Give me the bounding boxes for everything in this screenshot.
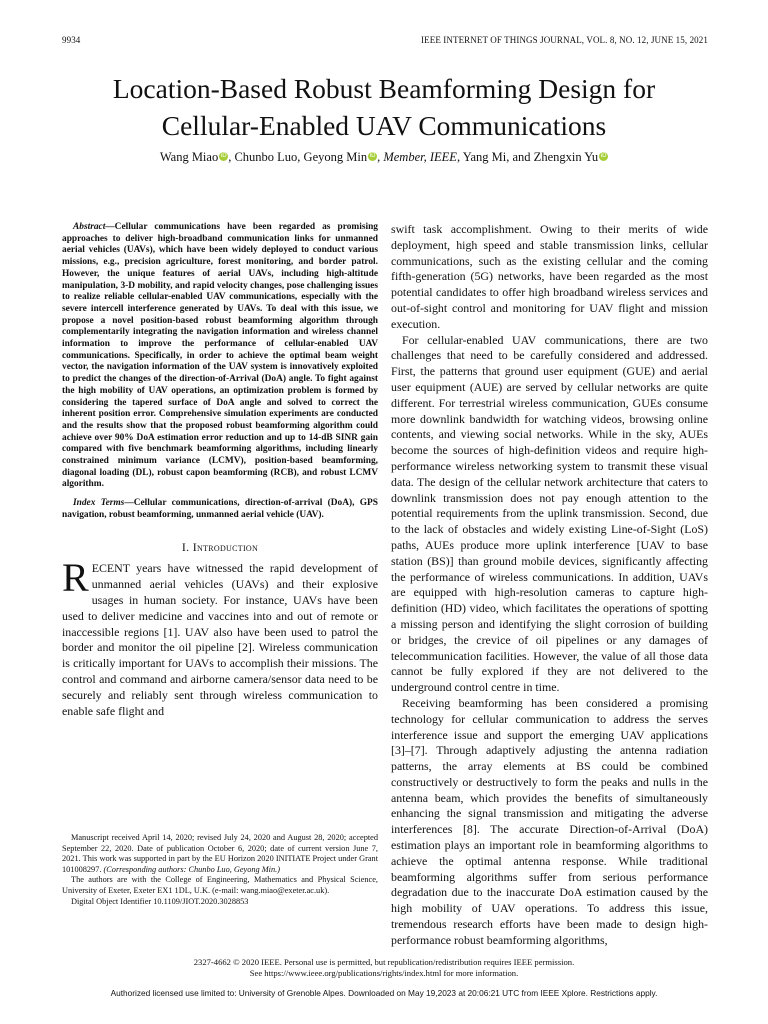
footnote (62, 833, 378, 907)
title-line-2: Cellular-Enabled UAV Communications (161, 110, 607, 141)
body-paragraph: For cellular-enabled UAV communications, there are two challenges that need to be carefully considered and addressed. First, the patterns that ground user equipment (GUE) and aerial user equipment (AUE) are served by cellular networks are quite different. For terrestrial wireless communication, GUEs consume more downlink bandwidth for watching videos, browsing online contents, and viewing social networks. While in the sky, AUEs become the sources of high-definition videos and require high-performance wireless networking system to transmit these visual data. The design of the cellular network architecture that caters to downlink transmission does not pay enough attention to the potential requirements from the uplink transmission. Second, due to the lack of obstacles and widely existing Line-of-Sight (LoS) paths, AUEs produce more uplink interference [UAV to base station (BS)] than ground mobile devices, significantly affecting the performance of wireless communications. In addition, UAVs are equipped with high-resolution cameras to capture high-definition (HD) video, which facilitates the operations of spotting a missing person and identifying the slight corrosion of building or bridges, the crevice of oil pipelines or any damages of telecommunication facilities. However, the value of all those data cannot be fully explored if they are not delivered to the underground control centre in time. (391, 332, 708, 695)
body-paragraph: swift task accomplishment. Owing to their merits of wide deployment, high speed and stable transmission links, cellular communications, such as the existing cellular and the coming fifth-generation (5G) networks, have been regarded as the most potential candidates to offer high broadband wireless services and out-of-sight control and monitoring for UAV flight and mission execution. (391, 222, 708, 331)
abstract-lead: Abstract (73, 222, 106, 232)
footnote-manuscript-text: Manuscript received April 14, 2020; revised July 24, 2020 and August 28, 2020; accepted September 22, 2020. Date of publication October 6, 2020; date of current version June 7, 2021. This work was supported in part by the EU Horizon 2020 INITIATE Project under Grant 101008297. (62, 833, 378, 874)
body-paragraph: Receiving beamforming has been considered a promising technology for cellular communication to address the serves interference issue and support the emerging UAV applications [3]–[7]. Through adaptively adjusting the antenna radiation patterns, the array elements at BS could be combined constructively or destructively to form the peaks and nulls in the antenna beam, which provides the benefits of simultaneously enhancing the signal transmission and mitigating the adverse interferences [8]. The accurate Direction-of-Arrival (DoA) estimation plays an important role in beamforming algorithms to achieve the optimal antenna response. While traditional beamforming algorithms suffer from serious performance degradation due to the inaccurate DoA estimation caused by the high mobility of UAV operations. To address this issue, tremendous research efforts have been made to design high-performance robust beamforming algorithms, (391, 695, 708, 947)
index-terms (62, 498, 378, 521)
drop-cap: R (62, 555, 89, 601)
index-terms-text: —Cellular communications, direction-of-arrival (DoA), GPS navigation, robust beamforming, unmanned aerial vehicle (UAV). (62, 498, 378, 520)
abstract-text: —Cellular communications have been regarded as promising approaches to deliver high-broadband communication links for unmanned aerial vehicles (UAVs), which have been widely deployed to conduct various missions, e.g., precision agriculture, forest monitoring, and border patrol. However, the unique features of aerial UAVs, including high-altitude manipulation, 3-D mobility, and rapid velocity changes, pose challenging issues to realize reliable cellular-enabled UAV communications, especially with the severe intercell interference generated by UAVs. To deal with this issue, we propose a novel position-based robust beamforming algorithm through complementarily integrating the navigation information and wireless channel information to improve the performance of cellular-enabled UAV communications. Specifically, in order to achieve the optimal beam weight vector, the navigation information of the UAV system is innovatively exploited to predict the changes of the direction-of-Arrival (DoA) angle. To fight against the high mobility of UAV operations, an optimization problem is formed by considering the tapered surface of DoA angle and solved to correct the inherent position error. Comprehensive simulation experiments are conducted and the results show that the proposed robust beamforming algorithm could achieve over 90% DoA estimation error reduction and up to 14-dB SINR gain compared with five benchmark beamforming algorithms, including linearly constrained minimum variance (LCMV), position-based beamforming, diagonal loading (DL), robust capon beamforming (RCB), and robust LCMV algorithm. (62, 222, 378, 490)
footnote-doi: Digital Object Identifier 10.1109/JIOT.2020.3028853 (71, 896, 249, 906)
right-column (391, 222, 708, 949)
orcid-icon[interactable]: iD (220, 153, 227, 159)
intro-first-word: ECENT (91, 561, 130, 576)
copyright-line-1: 2327-4662 © 2020 IEEE. Personal use is permitted, but republication/redistribution requires IEEE permission. (193, 957, 575, 967)
footnote-manuscript (62, 833, 378, 875)
footnote-affiliation: The authors are with the College of Engineering, Mathematics and Physical Science, University of Exeter, Exeter EX1 1DL, U.K. (e-mail: wang.miao@exeter.ac.uk). (62, 875, 378, 895)
author-list: Wang Miao iD , Chunbo Luo, Geyong Min iD , Member, IEEE, Yang Mi, and Zhengxin Yu iD (159, 150, 607, 164)
intro-text: years have witnessed the rapid development of unmanned aerial vehicles (UAVs) and their explosive usages in human society. For instance, UAVs have been used to deliver medicine and vaccines into and out of remote or inaccessible regions [1]. UAV also have been used to patrol the border and monitor the oil pipeline [2]. Wireless communication is critically important for UAVs to accomplish their missions. The control and command and airborne camera/sensor data need to be securely and reliably sent through wireless communication to enable safe flight and (62, 561, 378, 718)
author-2-3: , Chunbo Luo, Geyong Min (228, 150, 368, 164)
footnote-corresponding: (Corresponding authors: Chunbo Luo, Geyong Min.) (103, 864, 280, 874)
intro-paragraph (62, 555, 378, 719)
journal-info: IEEE INTERNET OF THINGS JOURNAL, VOL. 8, NO. 12, JUNE 15, 2021 (421, 35, 708, 45)
copyright-notice (40, 957, 728, 979)
abstract (62, 222, 378, 491)
left-column (62, 222, 378, 719)
author-4-5: , Yang Mi, and Zhengxin Yu (456, 150, 599, 164)
running-head (62, 35, 708, 45)
author-1: Wang Miao (159, 150, 219, 164)
orcid-icon[interactable]: iD (600, 153, 607, 159)
section-heading: I. Introduction (181, 539, 259, 554)
member-designation: Member, IEEE (383, 150, 457, 164)
page-number: 9934 (62, 35, 81, 45)
paper-title (40, 70, 728, 144)
index-terms-lead: Index Terms (73, 498, 125, 509)
title-line-1: Location-Based Robust Beamforming Design for (112, 73, 656, 104)
authorized-use-notice: Authorized licensed use limited to: University of Grenoble Alpes. Downloaded on May 19,2023 at 20:06:21 UTC from IEEE Xplore. Restrictions apply. (110, 988, 658, 998)
copyright-line-2: See https://www.ieee.org/publications/rights/index.html for more information. (249, 968, 519, 978)
orcid-icon[interactable]: iD (369, 153, 376, 159)
